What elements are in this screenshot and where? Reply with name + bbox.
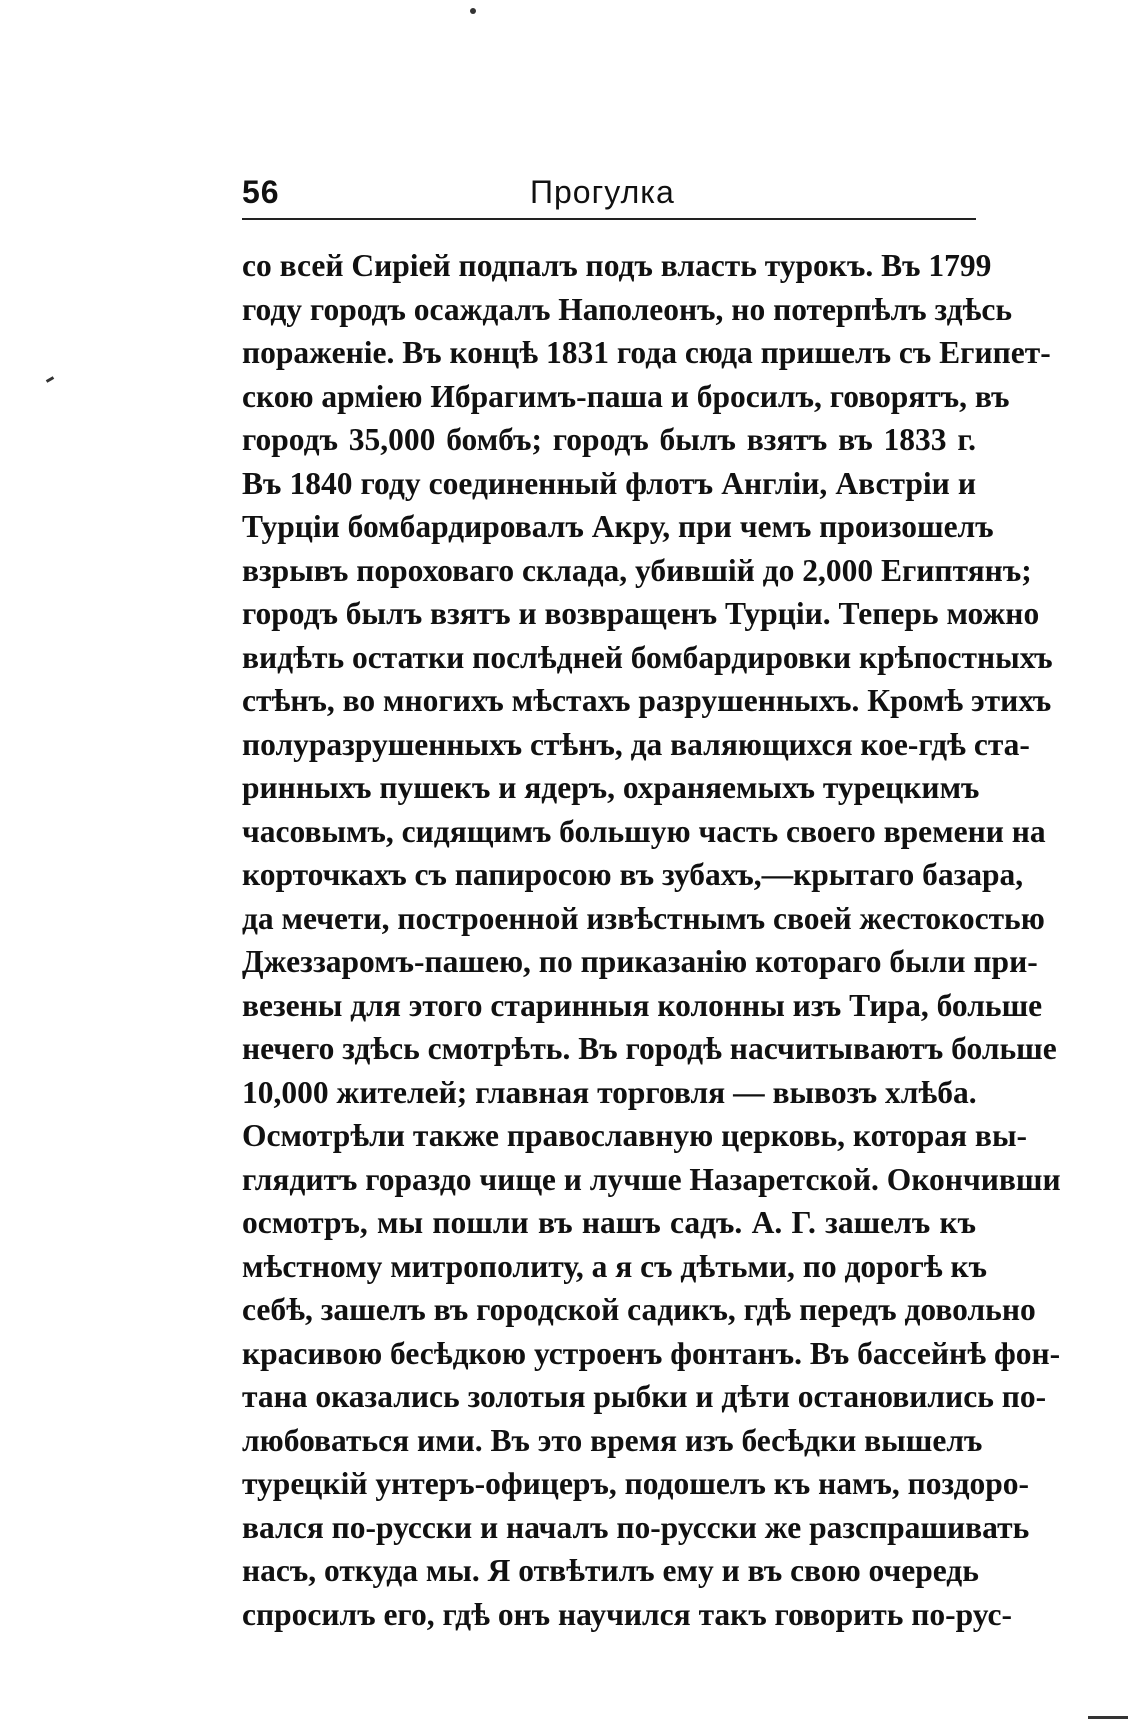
text-line: турецкій унтеръ-офицеръ, подошелъ къ намъ, поздоро-: [242, 1466, 1030, 1501]
text-line: пораженіе. Въ концѣ 1831 года сюда пришелъ съ Египет-: [242, 335, 1051, 370]
text-line: везены для этого старинныя колонны изъ Тира, больше: [242, 987, 1043, 1023]
header-rule: [242, 218, 976, 220]
text-line: тана оказались золотыя рыбки и дѣти остановились по-: [242, 1379, 1047, 1414]
text-line: взрывъ пороховаго склада, убившій до 2,000 Египтянъ;: [242, 552, 1032, 588]
body-text: [242, 244, 1061, 1636]
text-line: Осмотрѣли также православную церковь, которая вы-: [242, 1118, 1028, 1153]
text-line: полуразрушенныхъ стѣнъ, да валяющихся кое-гдѣ ста-: [242, 726, 1030, 762]
text-line: 10,000 жителей; главная торговля — вывозъ хлѣба.: [242, 1074, 977, 1110]
text-line: стѣнъ, во многихъ мѣстахъ разрушенныхъ. Кромѣ этихъ: [242, 683, 1052, 718]
text-line: Джеззаромъ-пашею, по приказанію котораго были при-: [242, 944, 1038, 979]
scan-speck: [470, 8, 476, 14]
scan-speck: [1088, 1716, 1128, 1719]
running-title: Прогулка: [530, 174, 675, 210]
page-number: 56: [242, 174, 280, 210]
text-line: ринныхъ пушекъ и ядеръ, охраняемыхъ турецкимъ: [242, 770, 980, 805]
text-line: красивою бесѣдкою устроенъ фонтанъ. Въ бассейнѣ фон-: [242, 1335, 1061, 1371]
text-line: глядитъ гораздо чище и лучше Назаретской. Окончивши: [242, 1161, 1061, 1197]
text-line: городъ 35,000 бомбъ; городъ былъ взятъ въ 1833 г.: [242, 422, 976, 457]
text-line: вался по-русски и началъ по-русски же разспрашивать: [242, 1509, 1030, 1545]
text-line: мѣстному митрополиту, а я съ дѣтьми, по дорогѣ къ: [242, 1248, 988, 1284]
page-header: [242, 170, 976, 218]
text-line: видѣть остатки послѣдней бомбардировки крѣпостныхъ: [242, 639, 1053, 675]
text-line: осмотръ, мы пошли въ нашъ садъ. А. Г. зашелъ къ: [242, 1205, 976, 1240]
text-line: да мечети, построенной извѣстнымъ своей жестокостью: [242, 900, 1045, 936]
text-line: со всей Сиріей подпалъ подъ власть турокъ. Въ 1799: [242, 248, 992, 283]
text-line: Турціи бомбардировалъ Акру, при чемъ произошелъ: [242, 509, 994, 544]
text-line: любоваться ими. Въ это время изъ бесѣдки вышелъ: [242, 1422, 983, 1458]
text-line: городъ былъ взятъ и возвращенъ Турціи. Теперь можно: [242, 596, 1040, 631]
text-line: нечего здѣсь смотрѣть. Въ городѣ насчитываютъ больше: [242, 1031, 1057, 1066]
text-line: себѣ, зашелъ въ городской садикъ, гдѣ передъ довольно: [242, 1292, 1036, 1327]
text-line: часовымъ, сидящимъ большую часть своего времени на: [242, 813, 1046, 849]
text-line: Въ 1840 году соединенный флотъ Англіи, Австріи и: [242, 465, 976, 501]
scan-speck: [46, 376, 54, 383]
text-line: спросилъ его, гдѣ онъ научился такъ говорить по-рус-: [242, 1596, 1013, 1632]
text-line: корточкахъ съ папиросою въ зубахъ,—крытаго базара,: [242, 857, 1024, 892]
text-line: насъ, откуда мы. Я отвѣтилъ ему и въ свою очередь: [242, 1553, 979, 1588]
text-line: скою арміею Ибрагимъ-паша и бросилъ, говорятъ, въ: [242, 378, 1010, 414]
text-line: году городъ осаждалъ Наполеонъ, но потерпѣлъ здѣсь: [242, 291, 1013, 327]
